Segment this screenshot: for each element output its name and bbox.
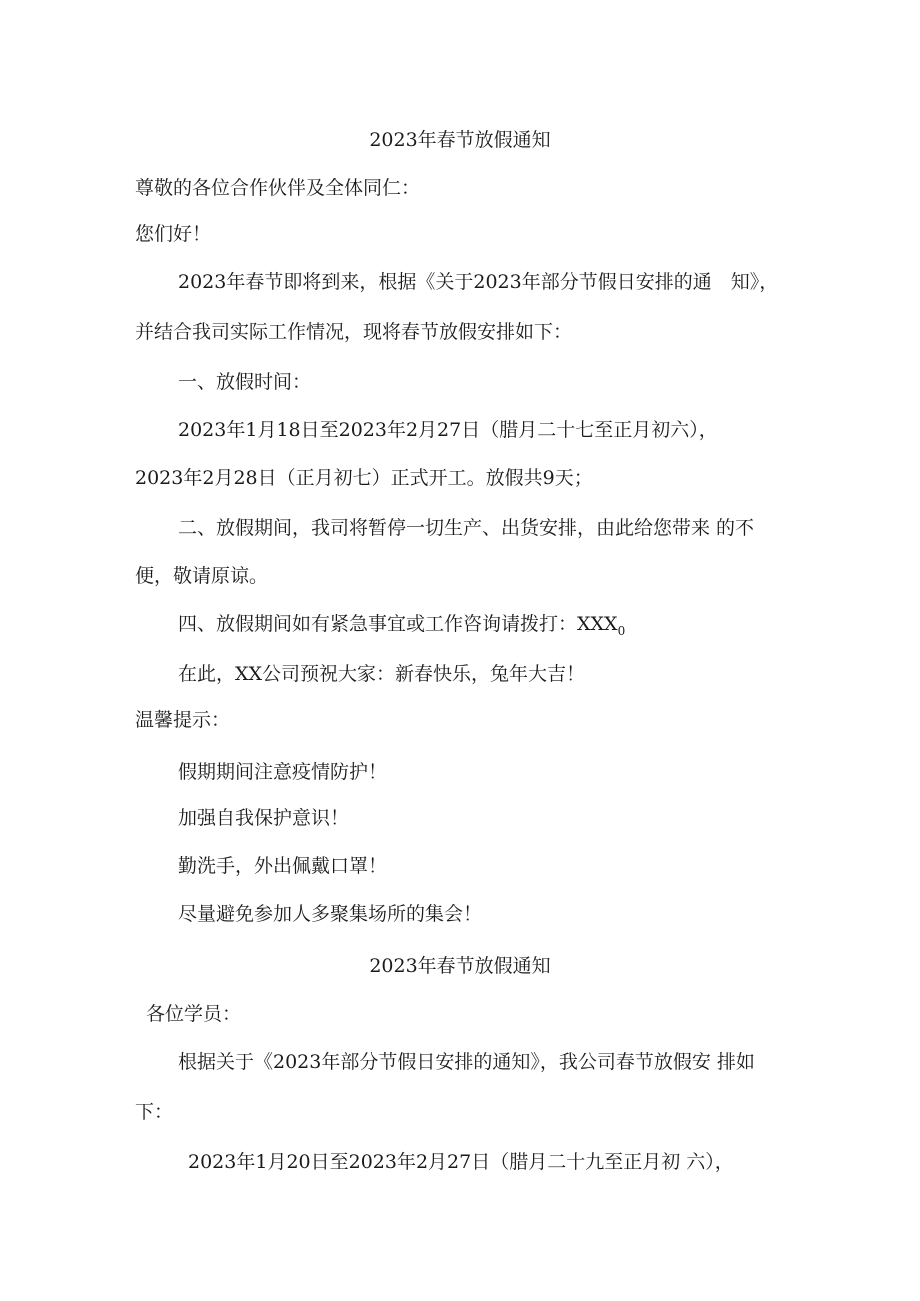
tip-item: 加强自我保护意识！ bbox=[178, 807, 350, 829]
holiday-time-line: 2023年2月28日（正月初七）正式开工。放假共9天； bbox=[135, 467, 593, 489]
tip-item: 尽量避免参加人多聚集场所的集会！ bbox=[178, 903, 483, 925]
intro-paragraph-line: 2023年春节即将到来，根据《关于2023年部分节假日安排的通 知》， bbox=[178, 271, 779, 293]
holiday-time-line: 2023年1月18日至2023年2月27日（腊月二十七至正月初六）， bbox=[178, 419, 718, 441]
tip-item: 勤洗手，外出佩戴口罩！ bbox=[178, 855, 388, 877]
intro-paragraph-line: 并结合我司实际工作情况，现将春节放假安排如下： bbox=[135, 321, 573, 343]
tips-heading: 温馨提示： bbox=[135, 709, 231, 731]
section-paragraph-line: 二、放假期间，我司将暂停一切生产、出货安排，由此给您带来 的不 bbox=[178, 517, 755, 539]
contact-subscript: 0 bbox=[617, 623, 626, 638]
greeting: 各位学员： bbox=[146, 1003, 242, 1025]
contact-line bbox=[178, 612, 625, 643]
holiday-time-line: 2023年1月20日至2023年2月27日（腊月二十九至正月初 六）， bbox=[188, 1151, 734, 1173]
intro-paragraph-line: 根据关于《2023年部分节假日安排的通知》，我公司春节放假安 排如 bbox=[178, 1051, 755, 1073]
intro-paragraph-line: 下： bbox=[135, 1101, 174, 1123]
section-heading: 一、放假时间： bbox=[178, 371, 312, 393]
section-paragraph-line: 便，敬请原谅。 bbox=[135, 565, 269, 587]
greeting: 尊敬的各位合作伙伴及全体同仁： bbox=[135, 177, 421, 199]
notice-title: 2023年春节放假通知 bbox=[369, 955, 551, 977]
tip-item: 假期期间注意疫情防护！ bbox=[178, 761, 388, 783]
notice-title: 2023年春节放假通知 bbox=[369, 129, 551, 151]
contact-text: 四、放假期间如有紧急事宜或工作咨询请拨打：XXX bbox=[178, 613, 618, 635]
hello-line: 您们好！ bbox=[135, 223, 212, 245]
wishes-line: 在此，XX公司预祝大家：新春快乐，兔年大吉！ bbox=[178, 663, 586, 685]
